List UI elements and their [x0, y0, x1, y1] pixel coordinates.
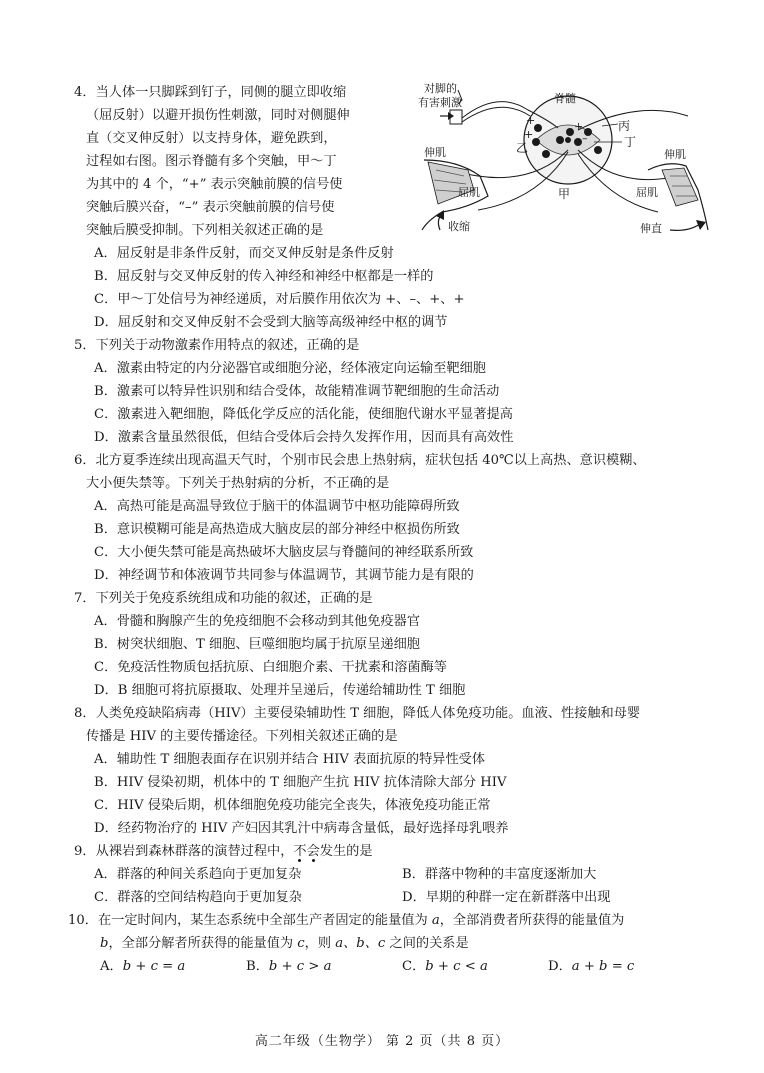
q4-stem-line-2: （屈反射）以避开损伤性刺激，同时对侧腿伸: [86, 108, 350, 123]
q10-var-b: b: [100, 936, 109, 951]
q10-option-b: [246, 958, 331, 976]
straighten-arrow: [670, 220, 706, 230]
stimulus-label-1: 对脚的: [424, 82, 457, 95]
q10-vars-abc: a、b、c: [335, 936, 386, 951]
spinal-cord-label: 脊髓: [554, 92, 576, 105]
q9-emphasis-will: 会: [306, 844, 320, 859]
q7-option-b: B．树突状细胞、T 细胞、巨噬细胞均属于抗原呈递细胞: [94, 637, 420, 652]
extensor-left-label: 伸肌: [424, 146, 446, 159]
q4-stem-line-5: 为其中的 4 个，“+” 表示突触前膜的信号使: [86, 177, 343, 192]
q5-option-c: C．激素进入靶细胞，降低化学反应的活化能，使细胞代谢水平显著提高: [94, 407, 513, 422]
q9-emphasis-not: 不: [293, 844, 307, 859]
q4-stem-line-6: 突触后膜兴奋，“–” 表示突触前膜的信号使: [86, 200, 335, 215]
q10-stem-line-1: [68, 912, 624, 930]
q5-option-d: D．激素含量虽然很低，但结合受体后会持久发挥作用，因而具有高效性: [94, 430, 514, 445]
q10-text-1: 10．在一定时间内，某生态系统中全部生产者固定的能量值为: [68, 913, 432, 928]
q10-text-2: ，全部消费者所获得的能量值为: [439, 913, 625, 928]
q9-stem: [74, 843, 373, 861]
q8-option-c: C．HIV 侵染后期，机体细胞免疫功能完全丧失，体液免疫功能正常: [94, 798, 491, 813]
q7-option-d: D．B 细胞可将抗原摄取、处理并呈递后，传递给辅助性 T 细胞: [94, 683, 466, 698]
q10-option-d: [548, 958, 634, 976]
q5-stem: 5．下列关于动物激素作用特点的叙述，正确的是: [74, 338, 360, 353]
q10-option-a-expr: b + c = a: [122, 959, 186, 974]
label-bing: 丙: [618, 119, 631, 133]
label-yi: 乙: [516, 141, 529, 155]
q10-option-d-letter: D．: [548, 959, 572, 974]
q4-option-a: A．屈反射是非条件反射，而交叉伸反射是条件反射: [94, 246, 394, 261]
q4-option-c: C．甲～丁处信号为神经递质，对后膜作用依次为 +、–、+、+: [94, 292, 465, 307]
q10-text-5: 之间的关系是: [385, 936, 469, 951]
q10-option-c-letter: C．: [402, 959, 426, 974]
q7-stem: 7．下列关于免疫系统组成和功能的叙述，正确的是: [74, 591, 373, 606]
q5-option-a: A．激素由特定的内分泌器官或细胞分泌，经体液定向运输至靶细胞: [94, 361, 486, 376]
label-jia: 甲: [558, 187, 571, 201]
q4-option-d: D．屈反射和交叉伸反射不会受到大脑等高级神经中枢的调节: [94, 315, 448, 330]
q10-option-c: [402, 958, 488, 976]
q9-option-c: C．群落的空间结构趋向于更加复杂: [94, 890, 302, 905]
label-ding: 丁: [624, 135, 637, 149]
q6-stem-line-2: 大小便失禁等。下列关于热射病的分析，不正确的是: [86, 476, 390, 491]
straighten-label: 伸直: [640, 222, 662, 235]
page-footer: 高二年级（生物学） 第 2 页（共 8 页）: [254, 1034, 510, 1049]
q10-stem-line-2: [100, 935, 469, 953]
q9-stem-before: 9．从裸岩到森林群落的演替过程中，: [74, 844, 294, 859]
q4-option-b: B．屈反射与交叉伸反射的传入神经和神经中枢都是一样的: [94, 269, 434, 284]
contract-arrow: [436, 210, 444, 230]
q10-option-b-letter: B．: [246, 959, 269, 974]
q9-option-d: D．早期的种群一定在新群落中出现: [402, 890, 611, 905]
q10-option-a-letter: A．: [100, 959, 123, 974]
q7-option-a: A．骨髓和胸腺产生的免疫细胞不会移动到其他免疫器官: [94, 614, 421, 629]
q6-option-b: B．意识模糊可能是高热造成大脑皮层的部分神经中枢损伤所致: [94, 522, 460, 537]
q6-stem-line-1: 6．北方夏季连续出现高温天气时，个别市民会患上热射病，症状包括 40℃以上高热、意识模糊、: [74, 453, 646, 468]
q10-var-a: a: [431, 913, 440, 928]
plus-sign-1: +: [526, 114, 536, 127]
q4-stem-line-7: 突触后膜受抑制。下列相关叙述正确的是: [86, 223, 324, 238]
q4-stem-line-3: 直（交叉伸反射）以支持身体，避免跌到，: [86, 131, 337, 146]
extensor-right-label: 伸肌: [664, 148, 686, 161]
q6-option-a: A．高热可能是高温导致位于脑干的体温调节中枢功能障碍所致: [94, 499, 460, 514]
q4-stem-line-4: 过程如右图。图示脊髓有多个突触，甲～丁: [86, 154, 337, 169]
q10-text-4: ，则: [304, 936, 336, 951]
contract-label: 收缩: [448, 220, 470, 233]
q10-var-c: c: [297, 936, 305, 951]
flexor-right-label: 屈肌: [636, 186, 658, 199]
q9-option-a: A．群落的种间关系趋向于更加复杂: [94, 867, 302, 882]
minus-sign-1: –: [582, 132, 588, 145]
q8-option-b: B．HIV 侵染初期，机体中的 T 细胞产生抗 HIV 抗体清除大部分 HIV: [94, 775, 507, 790]
q6-option-d: D．神经调节和体液调节共同参与体温调节，其调节能力是有限的: [94, 568, 474, 583]
q6-option-c: C．大小便失禁可能是高热破坏大脑皮层与脊髓间的神经联系所致: [94, 545, 474, 560]
q8-option-a: A．辅助性 T 细胞表面存在识别并结合 HIV 表面抗原的特异性受体: [94, 752, 486, 767]
q10-option-d-expr: a + b = c: [571, 959, 635, 974]
q8-option-d: D．经药物治疗的 HIV 产妇因其乳汁中病毒含量低，最好选择母乳喂养: [94, 821, 509, 836]
q10-option-a: [100, 958, 185, 976]
plus-sign-2: +: [524, 128, 534, 141]
q8-stem-line-1: 8．人类免疫缺陷病毒（HIV）主要侵染辅助性 T 细胞，降低人体免疫功能。血液、性接触和母婴: [74, 706, 641, 721]
flexor-left-label: 屈肌: [458, 186, 480, 199]
q9-stem-after: 发生的是: [319, 844, 373, 859]
q8-stem-line-2: 传播是 HIV 的主要传播途径。下列相关叙述正确的是: [86, 729, 398, 744]
q10-option-c-expr: b + c < a: [425, 959, 488, 974]
q9-option-b: B．群落中物种的丰富度逐渐加大: [402, 867, 597, 882]
reflex-diagram: [418, 80, 718, 240]
q7-option-c: C．免疫活性物质包括抗原、白细胞介素、干扰素和溶菌酶等: [94, 660, 447, 675]
plus-sign-3: +: [574, 120, 584, 133]
stimulus-label-2: 有害刺激: [418, 96, 462, 109]
q10-text-3: ，全部分解者所获得的能量值为: [108, 936, 298, 951]
q4-stem-line-1: 4．当人体一只脚踩到钉子，同侧的腿立即收缩: [74, 85, 347, 100]
q10-option-b-expr: b + c > a: [268, 959, 332, 974]
q5-option-b: B．激素可以特异性识别和结合受体，故能精准调节靶细胞的生命活动: [94, 384, 500, 399]
